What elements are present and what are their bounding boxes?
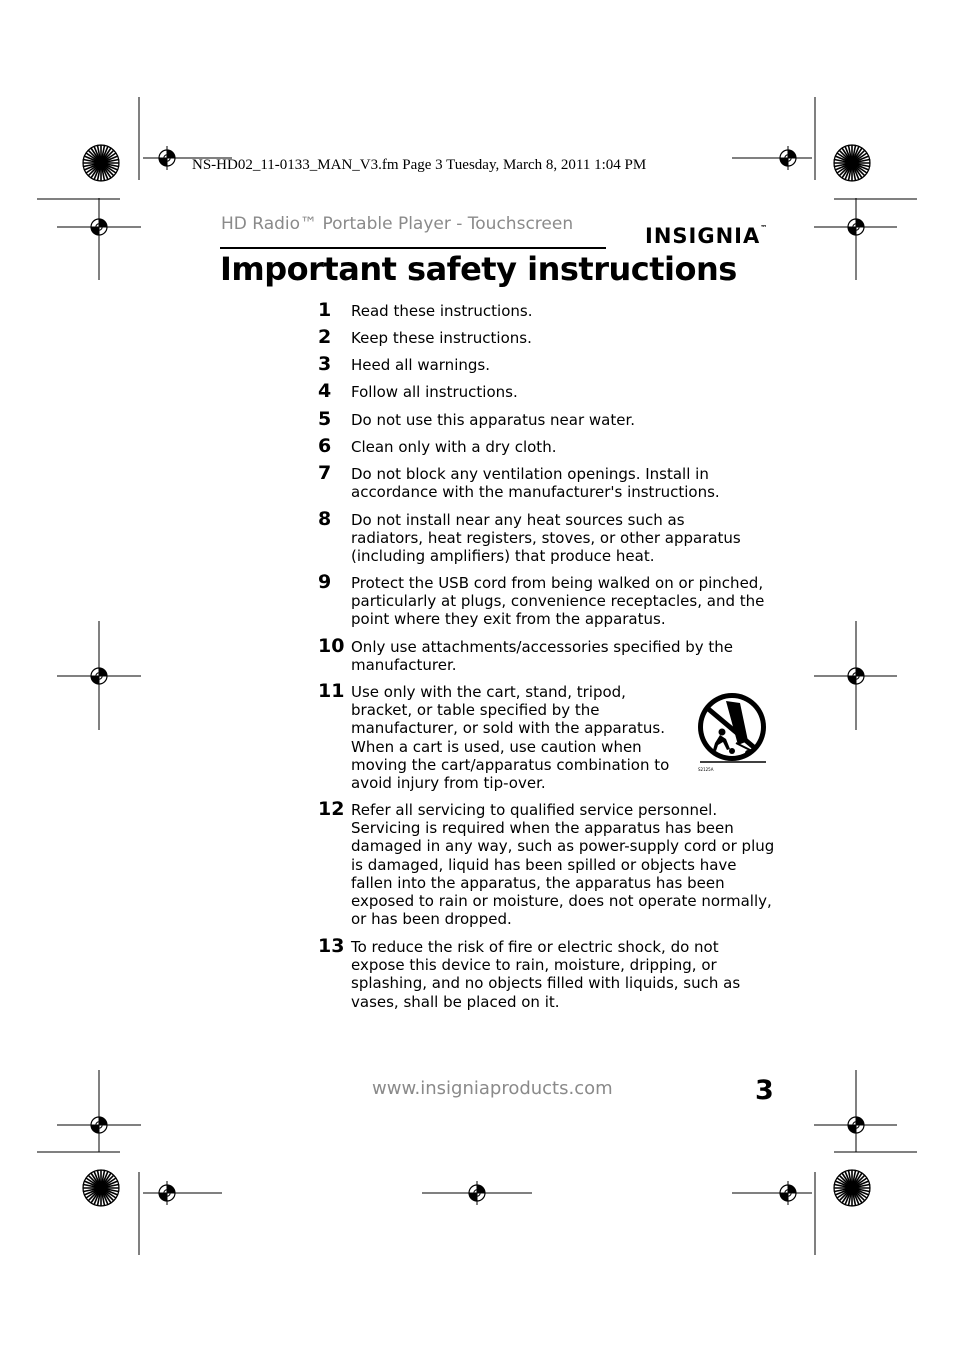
item-text: Do not block any ventilation openings. Install in accordance with the manufacturer's instructions. [351, 465, 720, 502]
item-number: 4 [318, 380, 332, 402]
list-item [318, 353, 778, 375]
list-item [318, 326, 778, 348]
insignia-logo [645, 224, 767, 248]
list-item [318, 635, 778, 675]
logo-trademark: ™ [760, 224, 768, 232]
item-number: 8 [318, 508, 332, 530]
header-rule [220, 247, 606, 249]
item-text: Only use attachments/accessories specified by the manufacturer. [351, 638, 734, 675]
item-text: Protect the USB cord from being walked on or pinched, particularly at plugs, convenience receptacles, and the point where they exit from the apparatus. [351, 574, 765, 629]
item-number: 1 [318, 299, 332, 321]
item-number: 7 [318, 462, 332, 484]
item-text: Keep these instructions. [351, 329, 532, 347]
item-text: To reduce the risk of fire or electric shock, do not expose this device to rain, moisture, dripping, or splashing, and no objects filled with liquids, such as vases, shall be placed on it. [351, 938, 741, 1011]
list-item [318, 571, 778, 629]
list-item [318, 435, 778, 457]
item-text: Do not use this apparatus near water. [351, 411, 636, 429]
item-number: 11 [318, 680, 345, 702]
page-number: 3 [755, 1075, 774, 1106]
item-number: 10 [318, 635, 345, 657]
list-item [318, 408, 778, 430]
list-item [318, 508, 778, 566]
list-item [318, 299, 778, 321]
item-number: 9 [318, 571, 332, 593]
item-text: Clean only with a dry cloth. [351, 438, 557, 456]
logo-text: INSIGNIA [645, 224, 761, 248]
item-text: Heed all warnings. [351, 356, 490, 374]
item-text: Refer all servicing to qualified service personnel. Servicing is required when the apparatus has been damaged in any way, such as power-supply cord or plug is damaged, liquid has been spilled or objects have fallen into the apparatus, the apparatus has been exposed to rain or moisture, does not operate normally, or has been dropped. [351, 801, 775, 929]
header-title: HD Radio™ Portable Player - Touchscreen [221, 214, 574, 234]
item-number: 6 [318, 435, 332, 457]
page-title: Important safety instructions [220, 250, 737, 288]
cart-tip-over-warning-icon [692, 689, 772, 775]
file-slug: NS-HD02_11-0133_MAN_V3.fm Page 3 Tuesday, March 8, 2011 1:04 PM [192, 157, 647, 173]
item-number: 5 [318, 408, 332, 430]
item-text: Follow all instructions. [351, 383, 518, 401]
item-text: Do not install near any heat sources such as radiators, heat registers, stoves, or other apparatus (including amplifiers) that produce heat. [351, 511, 741, 566]
footer-url: www.insigniaproducts.com [372, 1078, 613, 1099]
item-text: Read these instructions. [351, 302, 533, 320]
list-item [318, 798, 778, 929]
item-number: 12 [318, 798, 345, 820]
item-number: 3 [318, 353, 332, 375]
item-text: Use only with the cart, stand, tripod, bracket, or table specified by the manufacturer, or sold with the apparatus. When a cart is used, use caution when moving the cart/apparatus combination to avoid injury from tip-over. [351, 683, 670, 793]
list-item [318, 462, 778, 502]
list-item [318, 380, 778, 402]
item-number: 2 [318, 326, 332, 348]
list-item [318, 935, 778, 1011]
warning-code: S2125A [698, 767, 714, 772]
item-number: 13 [318, 935, 345, 957]
